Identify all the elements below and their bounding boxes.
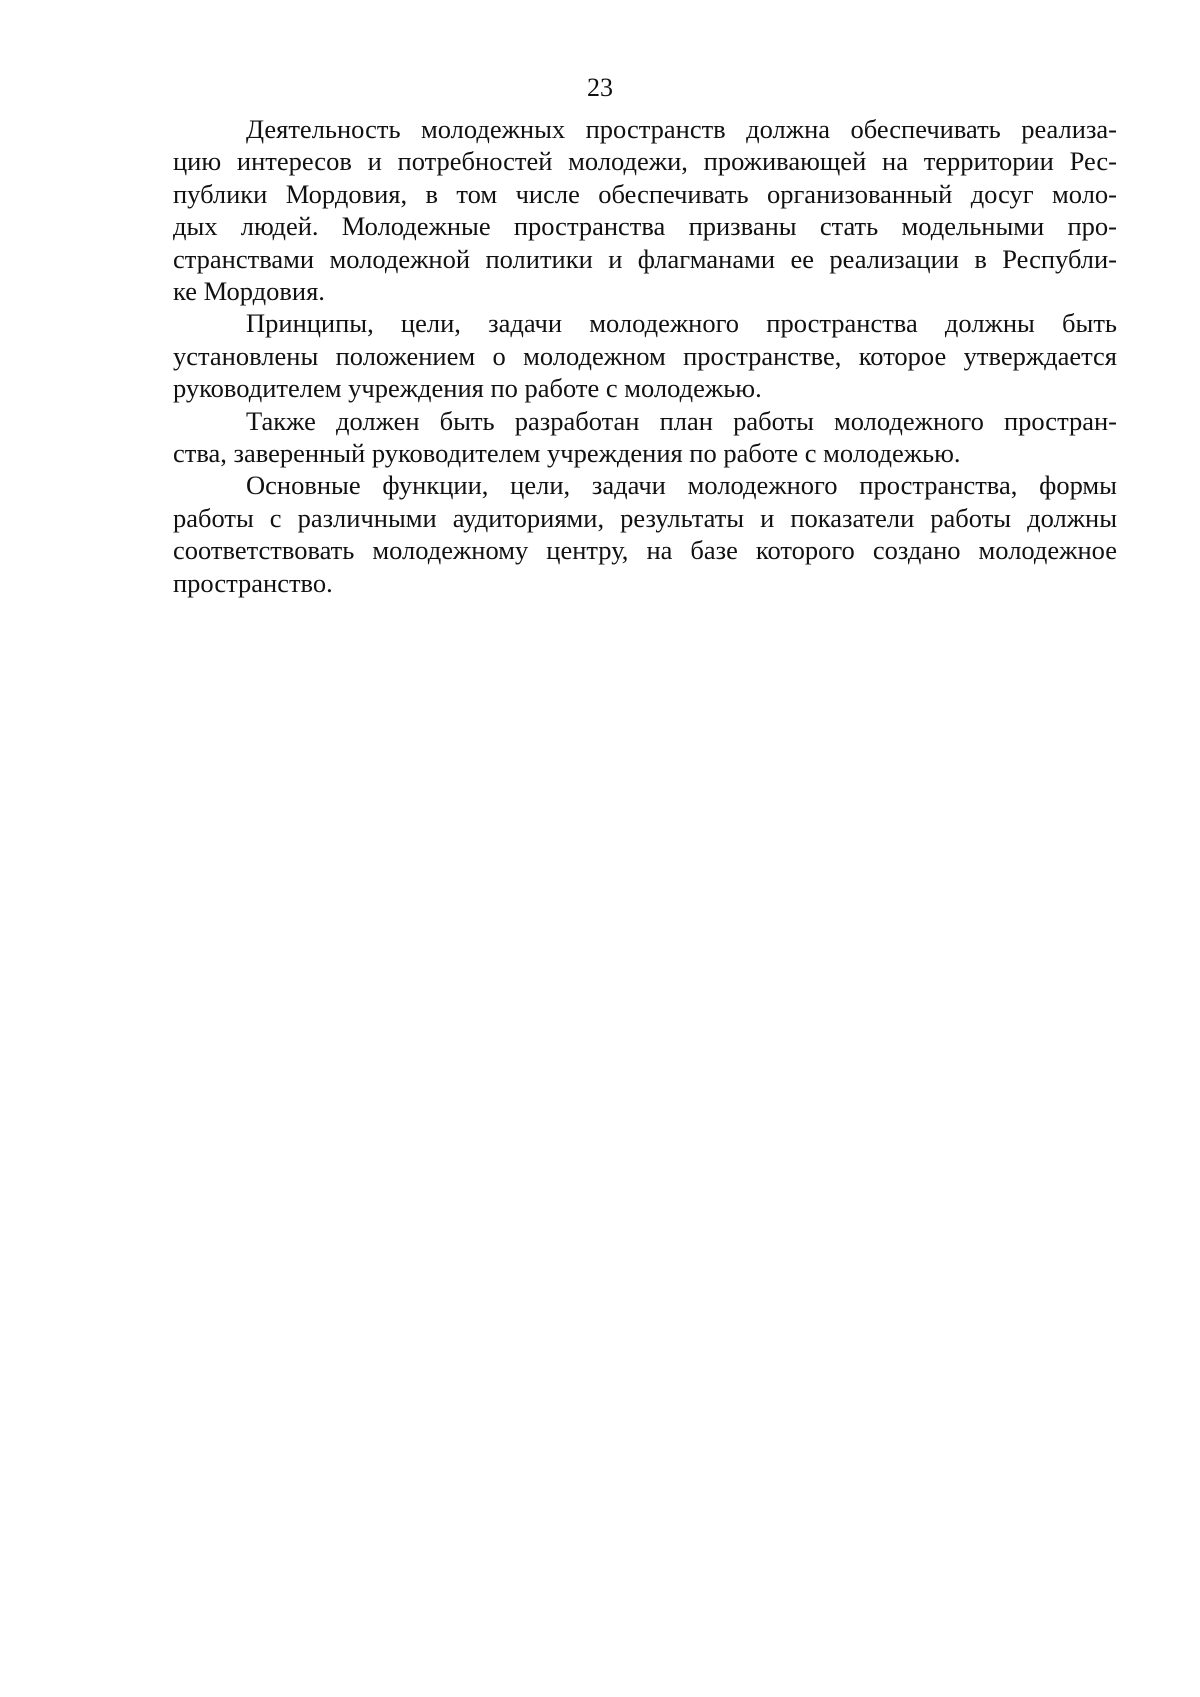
paragraph-line: установлены положением о молодежном пространстве, которое утверждается [173, 340, 1117, 371]
paragraph-line: ства, заверенный руководителем учреждения по работе с молодежью. [173, 438, 961, 469]
paragraph-line: Также должен быть разработан план работы молодежного простран- [246, 405, 1117, 436]
paragraph-1 [173, 113, 1117, 307]
paragraph-line: Деятельность молодежных пространств должна обеспечивать реализа- [246, 114, 1117, 144]
paragraph-line: дых людей. Молодежные пространства призваны стать модельными про- [173, 211, 1117, 242]
paragraph-line: пространство. [173, 567, 333, 598]
paragraph-line: ке Мордовия. [173, 276, 325, 307]
paragraph-line: Основные функции, цели, задачи молодежного пространства, формы [246, 470, 1117, 501]
paragraph-3 [173, 405, 1117, 470]
page-number: 23 [587, 73, 613, 102]
paragraph-line: Принципы, цели, задачи молодежного пространства должны быть [246, 308, 1117, 339]
paragraph-line: публики Мордовия, в том числе обеспечивать организованный досуг моло- [173, 178, 1117, 209]
paragraph-line: странствами молодежной политики и флагманами ее реализации в Республи- [173, 243, 1117, 274]
paragraph-4 [173, 469, 1117, 599]
paragraph-line: руководителем учреждения по работе с молодежью. [173, 373, 762, 404]
document-body [173, 113, 1117, 599]
paragraph-line: соответствовать молодежному центру, на базе которого создано молодежное [173, 535, 1117, 566]
paragraph-line: цию интересов и потребностей молодежи, проживающей на территории Рес- [173, 146, 1117, 177]
paragraph-line: работы с различными аудиториями, результаты и показатели работы должны [173, 502, 1117, 533]
paragraph-2 [173, 307, 1117, 404]
